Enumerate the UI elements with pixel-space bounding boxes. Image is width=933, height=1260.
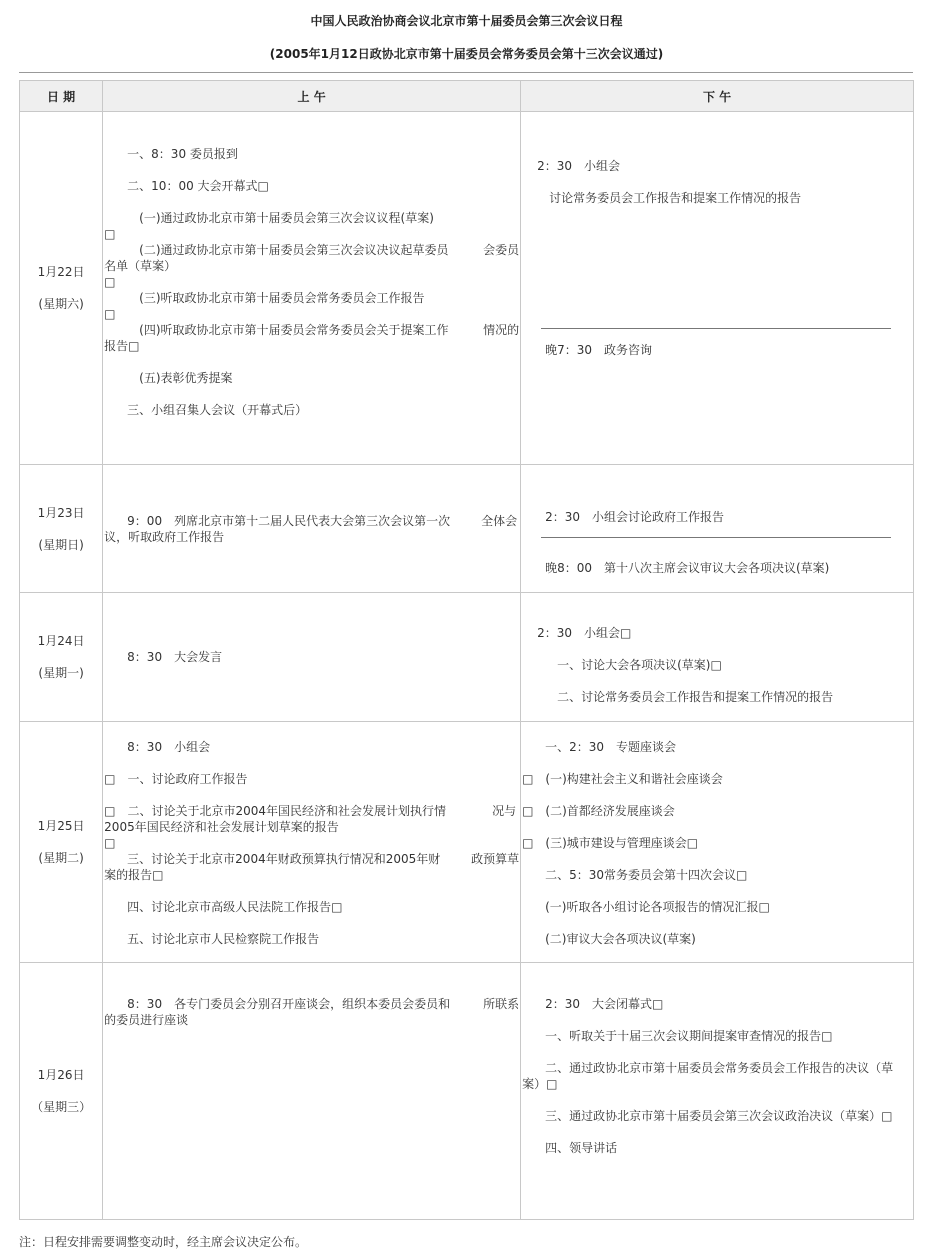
schedule-item: (二)通过政协北京市第十届委员会第三次会议决议起草委员	[139, 243, 449, 257]
table-header-row	[20, 81, 914, 112]
schedule-item: □	[104, 227, 116, 241]
schedule-item: 况与	[492, 804, 517, 818]
schedule-table	[19, 80, 914, 1220]
weekday-label: (星期日)	[38, 537, 84, 552]
schedule-item: 所联系	[483, 997, 520, 1011]
schedule-item: 二、通过政协北京市第十届委员会常务委员会工作报告的决议（草	[545, 1061, 894, 1075]
weekday-label: (星期六)	[38, 297, 84, 311]
afternoon-cell	[521, 722, 914, 963]
schedule-item: 四、领导讲话	[545, 1141, 618, 1155]
schedule-item: 一、讨论大会各项决议(草案)□	[557, 658, 722, 672]
schedule-item: 讨论常务委员会工作报告和提案工作情况的报告	[549, 191, 802, 205]
schedule-item: 8：30 大会发言	[127, 650, 223, 664]
afternoon-cell	[521, 112, 914, 465]
schedule-item: (五)表彰优秀提案	[139, 371, 233, 385]
morning-cell	[103, 963, 521, 1220]
schedule-item: 二、讨论常务委员会工作报告和提案工作情况的报告	[557, 690, 834, 704]
schedule-item: □ 一、讨论政府工作报告	[104, 772, 248, 786]
title-divider	[19, 72, 913, 73]
table-row	[20, 963, 914, 1220]
schedule-item: □ 二、讨论关于北京市2004年国民经济和社会发展计划执行情	[104, 804, 447, 818]
session-divider	[541, 537, 891, 538]
schedule-item: 2005年国民经济和社会发展计划草案的报告	[104, 820, 339, 834]
schedule-item: 8：30 各专门委员会分别召开座谈会，组织本委员会委员和	[127, 997, 451, 1011]
date-label: 1月24日	[37, 634, 85, 648]
table-row	[20, 112, 914, 465]
date-cell	[20, 722, 103, 963]
schedule-item: □	[104, 275, 116, 289]
morning-cell	[103, 465, 521, 593]
schedule-item: 2：30 小组会□	[537, 626, 632, 640]
session-divider	[541, 328, 891, 329]
schedule-item: 四、讨论北京市高级人民法院工作报告□	[127, 900, 343, 914]
schedule-item: 三、讨论关于北京市2004年财政预算执行情况和2005年财	[127, 852, 441, 866]
date-label: 1月26日	[37, 1068, 85, 1082]
schedule-item: 2：30 小组会	[537, 159, 620, 173]
table-row	[20, 593, 914, 722]
schedule-item: 案的报告□	[104, 868, 164, 882]
column-header-morning: 上 午	[103, 81, 521, 112]
schedule-item: 2：30 大会闭幕式□	[545, 997, 664, 1011]
schedule-item: 一、2：30 专题座谈会	[545, 740, 676, 754]
date-cell	[20, 593, 103, 722]
morning-cell	[103, 593, 521, 722]
page-subtitle: (2005年1月12日政协北京市第十届委员会常务委员会第十三次会议通过)	[269, 47, 664, 61]
schedule-item: (二)审议大会各项决议(草案)	[545, 932, 696, 946]
afternoon-cell	[521, 593, 914, 722]
schedule-item: 二、10：00 大会开幕式□	[127, 179, 269, 193]
schedule-item: 全体会	[481, 514, 518, 528]
weekday-label: （星期三）	[31, 1100, 92, 1114]
table-row	[20, 722, 914, 963]
footer-note: 注：日程安排需要调整变动时，经主席会议决定公布。	[19, 1235, 308, 1249]
schedule-item: 三、小组召集人会议（开幕式后）	[127, 403, 308, 417]
date-label: 1月25日	[37, 819, 85, 833]
schedule-item: 案）□	[522, 1077, 558, 1091]
weekday-label: (星期一)	[38, 666, 84, 680]
schedule-item: 8：30 小组会	[127, 740, 211, 754]
morning-cell	[103, 112, 521, 465]
schedule-item: 三、通过政协北京市第十届委员会第三次会议政治决议（草案）□	[545, 1109, 893, 1123]
schedule-item: 晚7：30 政务咨询	[545, 343, 652, 357]
schedule-item: 议，听取政府工作报告	[104, 530, 225, 544]
schedule-item: 报告□	[104, 339, 140, 353]
morning-cell	[103, 722, 521, 963]
column-header-afternoon: 下 午	[521, 81, 914, 112]
schedule-item: □ (三)城市建设与管理座谈会□	[522, 836, 699, 850]
date-cell	[20, 963, 103, 1220]
afternoon-cell	[521, 963, 914, 1220]
schedule-item: 五、讨论北京市人民检察院工作报告	[127, 932, 320, 946]
schedule-item: 政预算草	[471, 852, 520, 866]
schedule-item: 的委员进行座谈	[104, 1013, 189, 1027]
page-title: 中国人民政治协商会议北京市第十届委员会第三次会议日程	[310, 14, 623, 28]
date-label: 1月22日	[37, 265, 85, 279]
schedule-item: 晚8：00 第十八次主席会议审议大会各项决议(草案)	[545, 561, 830, 575]
schedule-item: 一、8：30 委员报到	[127, 147, 238, 161]
date-cell	[20, 465, 103, 593]
schedule-item: (三)听取政协北京市第十届委员会常务委员会工作报告	[139, 291, 425, 305]
table-row	[20, 465, 914, 593]
date-cell	[20, 112, 103, 465]
weekday-label: (星期二)	[38, 851, 84, 865]
schedule-item: 会委员	[483, 243, 520, 257]
schedule-item: □	[104, 836, 116, 850]
schedule-item: 情况的	[483, 323, 520, 337]
schedule-item: 2：30 小组会讨论政府工作报告	[545, 510, 724, 524]
schedule-item: □ (二)首都经济发展座谈会	[522, 804, 675, 818]
schedule-item: (一)通过政协北京市第十届委员会第三次会议议程(草案)	[139, 211, 434, 225]
schedule-item: (四)听取政协北京市第十届委员会常务委员会关于提案工作	[139, 323, 449, 337]
schedule-item: □	[104, 307, 116, 321]
afternoon-cell	[521, 465, 914, 593]
schedule-item: □ (一)构建社会主义和谐社会座谈会	[522, 772, 723, 786]
column-header-date: 日 期	[20, 81, 103, 112]
schedule-item: 名单（草案）	[104, 259, 177, 273]
schedule-item: 9：00 列席北京市第十二届人民代表大会第三次会议第一次	[127, 514, 451, 528]
schedule-item: 二、5：30常务委员会第十四次会议□	[545, 868, 748, 882]
schedule-item: (一)听取各小组讨论各项报告的情况汇报□	[545, 900, 770, 914]
date-label: 1月23日	[37, 505, 85, 520]
schedule-item: 一、听取关于十届三次会议期间提案审查情况的报告□	[545, 1029, 833, 1043]
